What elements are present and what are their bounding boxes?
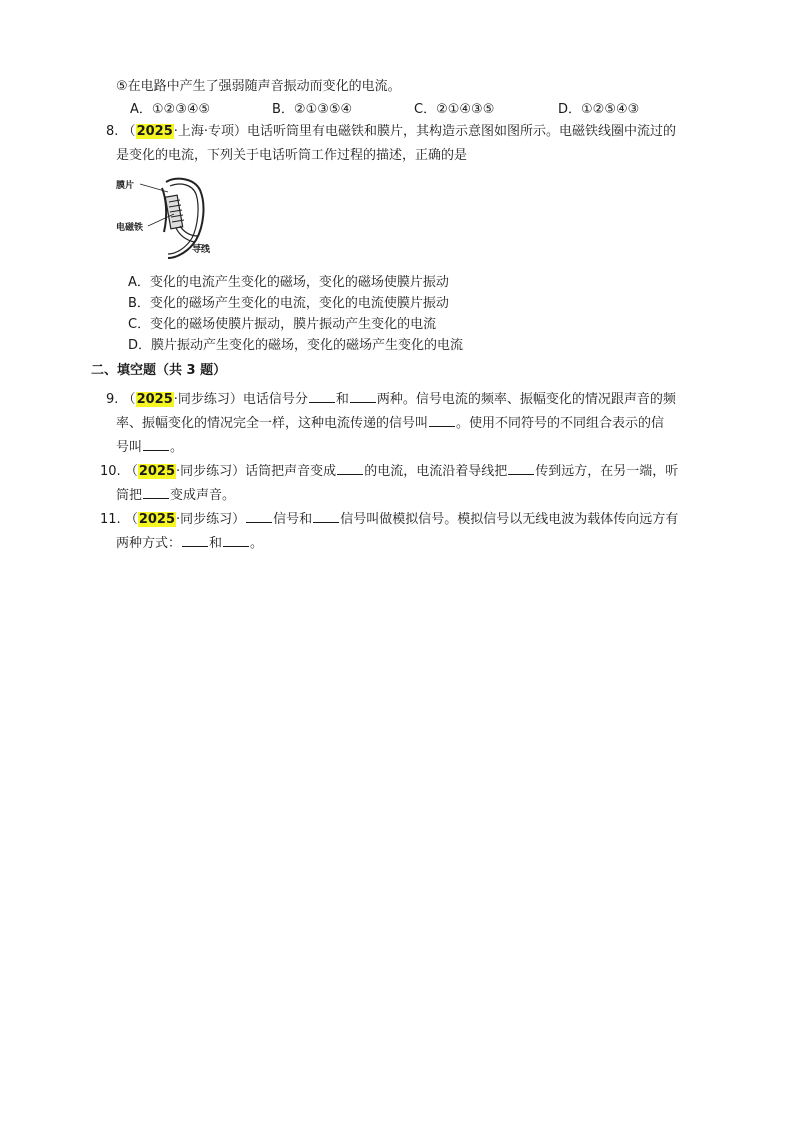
source-tag: ·同步练习） [176,512,246,527]
q8-option-c[interactable]: C．变化的磁场使膜片振动，膜片振动产生变化的电流 [128,317,437,332]
source-tag: ·同步练习） [176,464,246,479]
q10-stem-line-1: 10. （2025·同步练习）话筒把声音变成 的电流，电流沿着导线把 传到远方，在另一端，听 [100,464,679,479]
q7-item-5: ⑤在电路中产生了强弱随声音振动而变化的电流。 [116,79,401,94]
answer-blank[interactable] [182,534,208,547]
answer-blank[interactable] [223,534,249,547]
q8-option-b[interactable]: B．变化的磁场产生变化的电流，变化的电流使膜片振动 [128,296,449,311]
answer-blank[interactable] [313,510,339,523]
q8-stem-line-2: 是变化的电流，下列关于电话听筒工作过程的描述，正确的是 [116,148,468,163]
section-title: 二、填空题（共 3 题） [91,363,227,378]
q7-option-a[interactable]: A．①②③④⑤ [130,102,211,117]
year-tag: 2025 [136,124,173,139]
answer-blank[interactable] [143,438,169,451]
q7-options [130,100,690,120]
answer-blank[interactable] [246,510,272,523]
q11-stem-line-2: 两种方式： 和 。 [116,536,264,551]
q9-stem-line-3: 号叫 。 [116,440,184,455]
membrane-label: 膜片 [116,181,135,191]
year-tag: 2025 [138,512,176,527]
year-tag: 2025 [138,464,176,479]
q10-stem-line-2: 筒把 变成声音。 [116,488,236,503]
telephone-receiver-figure [116,174,218,260]
question-number: 8. [106,124,119,139]
q7-option-b[interactable]: B．②①③⑤④ [272,102,353,117]
year-tag: 2025 [136,392,173,407]
question-number: 9. [106,392,119,407]
question-number: 11. [100,512,121,527]
source-tag: ·上海·专项） [173,124,248,139]
q8-option-a[interactable]: A．变化的电流产生变化的磁场，变化的磁场使膜片振动 [128,275,449,290]
q8-stem-line-1: 8. （2025·上海·专项）电话听筒里有电磁铁和膜片，其构造示意图如图所示。电磁铁线圈中流过的 [106,124,677,139]
q9-stem-line-2: 率、振幅变化的情况完全一样，这种电流传递的信号叫 。使用不同符号的不同组合表示的信 [116,416,665,431]
answer-blank[interactable] [350,390,376,403]
wire-label: 导线 [192,245,211,255]
question-number: 10. [100,464,121,479]
answer-blank[interactable] [143,486,169,499]
q11-stem-line-1: 11. （2025·同步练习） 信号和 信号叫做模拟信号。模拟信号以无线电波为载体传向远方有 [100,512,679,527]
q8-option-d[interactable]: D．膜片振动产生变化的磁场，变化的磁场产生变化的电流 [128,338,464,353]
answer-blank[interactable] [429,414,455,427]
q7-option-d[interactable]: D．①②⑤④③ [558,102,640,117]
answer-blank[interactable] [508,462,534,475]
q9-stem-line-1: 9. （2025·同步练习）电话信号分 和 两种。信号电流的频率、振幅变化的情况跟声音的频 [106,392,676,407]
q7-option-c[interactable]: C．②①④③⑤ [414,102,495,117]
source-tag: ·同步练习） [173,392,243,407]
electromagnet-label: 电磁铁 [116,223,144,233]
answer-blank[interactable] [309,390,335,403]
answer-blank[interactable] [337,462,363,475]
